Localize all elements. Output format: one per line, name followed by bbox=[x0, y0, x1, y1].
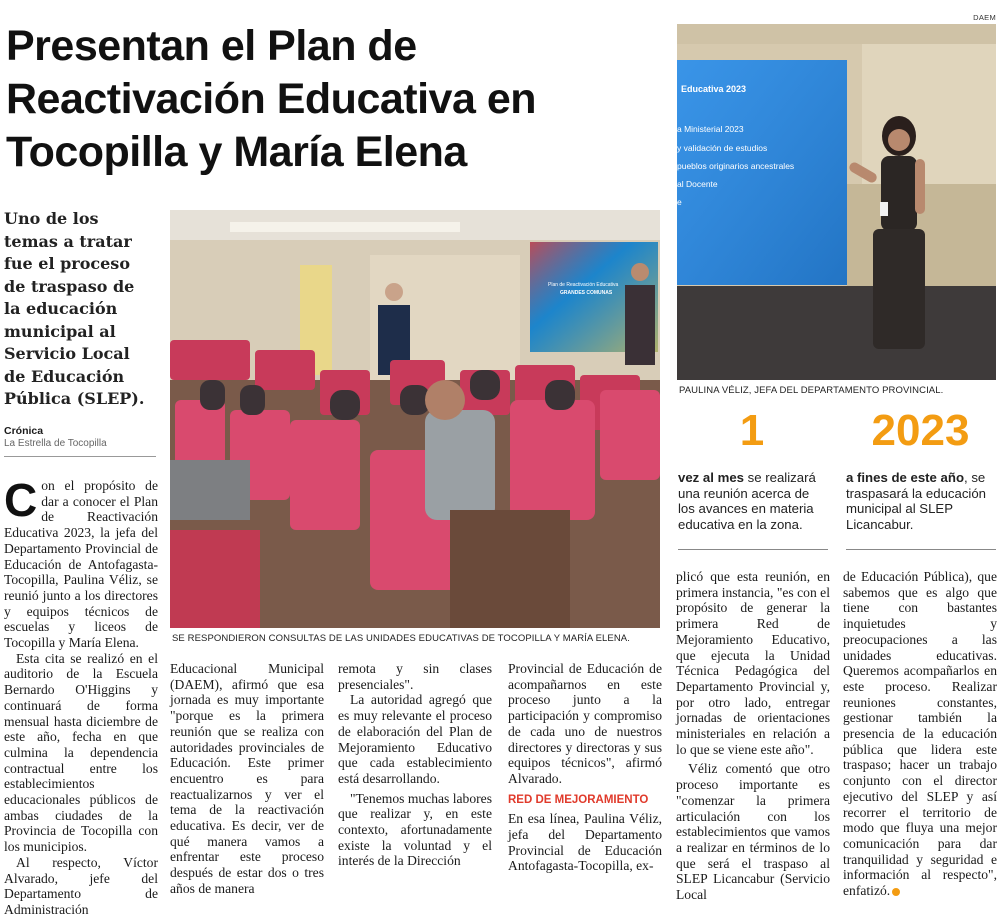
headline-line-1: Presentan el Plan de bbox=[6, 22, 417, 70]
stat-text-2-bold: a fines de este año bbox=[846, 470, 964, 485]
article-column-2 bbox=[170, 661, 324, 897]
drop-cap: C bbox=[4, 474, 38, 526]
stat-divider-2 bbox=[846, 549, 996, 550]
right-slide-item-5: e bbox=[677, 197, 682, 207]
col4-paragraph-1: Provincial de Educación de acompañarnos en este proceso junto a la participación y compromiso de cada uno de nuestros directores y directoras y sus equipos técnicos", afirmó Alvarado. bbox=[508, 661, 662, 786]
byline-divider bbox=[4, 456, 156, 457]
deck-summary: Uno de los temas a tratar fue el proceso de traspaso de la educación municipal al Servicio Local de Educación Pública (SLEP). bbox=[4, 209, 145, 408]
col3-paragraph-3: "Tenemos muchas labores que realizar y, en este contexto, afortunadamente existe la voluntad y el interés de la Dirección bbox=[338, 790, 493, 869]
right-slide-item-3: pueblos originarios ancestrales bbox=[677, 161, 795, 171]
main-photo-auditorium bbox=[170, 210, 660, 628]
stat-number-1: 1 bbox=[739, 406, 765, 455]
slide-title: Plan de Reactivación Educativa bbox=[548, 282, 619, 288]
right-photo-speaker bbox=[677, 24, 996, 380]
caption-right-photo: PAULINA VÉLIZ, JEFA DEL DEPARTAMENTO PROVINCIAL. bbox=[679, 385, 944, 396]
right-slide-item-1: a Ministerial 2023 bbox=[677, 124, 744, 134]
col4-paragraph-2: En esa línea, Paulina Véliz, jefa del Departamento Provincial de Educación Antofagasta-Tocopilla, ex- bbox=[508, 811, 662, 874]
subhead-red-de-mejoramiento: RED DE MEJORAMIENTO bbox=[508, 793, 649, 806]
byline-section: Crónica bbox=[4, 425, 44, 437]
speaker-illustration bbox=[677, 24, 996, 380]
caption-main-photo: SE RESPONDIERON CONSULTAS DE LAS UNIDADES EDUCATIVAS DE TOCOPILLA Y MARÍA ELENA. bbox=[172, 633, 630, 644]
article-column-5 bbox=[676, 569, 830, 903]
stat-number-2: 2023 bbox=[871, 406, 970, 455]
article-column-3 bbox=[338, 661, 492, 869]
headline bbox=[6, 20, 666, 179]
col3-paragraph-2: La autoridad agregó que es muy relevante el proceso de elaboración del Plan de Mejoramiento Educativo que cada establecimiento está desarrollando. bbox=[338, 692, 492, 786]
col1-paragraph-2: Esta cita se realizó en el auditorio de la Escuela Bernardo O'Higgins y continuará de forma mensual hasta diciembre de este año, fecha en que culmina la dependencia contractual entre los establecimientos educacionales públicos de ambas ciudades de la Provincia de Tocopilla con los municipios. bbox=[4, 650, 158, 855]
col3-paragraph-1: remota y sin clases presenciales". bbox=[338, 661, 492, 692]
right-slide-title: Educativa 2023 bbox=[681, 84, 747, 94]
article-column-4 bbox=[508, 661, 662, 874]
col6-paragraph-1: de Educación Pública), que sabemos que es algo que tiene con bastantes inquietudes y preocupaciones a las unidades educativas. Queremos acompañarlos en este proceso. Realizar reuniones constantes, gestionar también la presencia de la educación pública que lidera este traspaso; hacer un trabajo conjunto con el director ejecutivo del SLEP y así recorrer el territorio de modo que fluya una mejor comunicación para dar tranquilidad y seguridad e información al respecto", enfatizó. bbox=[843, 569, 997, 899]
headline-line-3: Tocopilla y María Elena bbox=[6, 128, 467, 176]
col5-paragraph-2: Véliz comentó que otro proceso importante es "comenzar la primera articulación con los establecimientos que vamos a realizar en términos de lo que será el traspaso al SLEP Licancabur (Servicio Local bbox=[676, 761, 830, 903]
auditorium-illustration bbox=[170, 210, 660, 628]
end-mark-icon bbox=[892, 888, 900, 896]
stat-text-2-rest: , se traspasará la educación municipal al SLEP Licancabur. bbox=[846, 470, 987, 532]
stat-text-1 bbox=[678, 470, 828, 532]
slide-subtitle: GRANDES COMUNAS bbox=[560, 290, 613, 296]
stat-text-2 bbox=[846, 470, 996, 532]
col2-paragraph-1: Educacional Municipal (DAEM), afirmó que esa jornada es muy importante "porque es la primera reunión que se realiza con autoridades provinciales de Educación. Este primer encuentro es para reactualizarnos y ver el tema de la reactivación educativa. Es decir, ver de qué manera vamos a enfrentar este proceso después de estar dos o tres años de manera bbox=[170, 661, 324, 896]
right-slide-item-2: y validación de estudios bbox=[677, 143, 768, 153]
col5-paragraph-1: plicó que esta reunión, en primera instancia, "es con el propósito de generar la primera Red de Mejoramiento Educativo, que ejecuta la Unidad Técnica Pedagógica del Departamento Provincial y, por otro lado, entregar jornadas de orientaciones ministeriales en relación a lo que se viene este año". bbox=[676, 569, 830, 757]
article-column-1 bbox=[4, 474, 158, 918]
col1-paragraph-1: on el propósito de dar a conocer el Plan de Reactivación Educativa 2023, la jefa del Departamento Provincial de Educación de Antofagasta-Tocopilla, Paulina Véliz, se reunió junto a los directores y equipos técnicos de escuelas y liceos de Tocopilla y María Elena. bbox=[4, 478, 158, 651]
stat-text-1-rest: se realizará una reunión acerca de los avances en materia educativa en la zona. bbox=[678, 470, 816, 532]
stat-text-1-bold: vez al mes bbox=[678, 470, 744, 485]
right-slide-item-4: al Docente bbox=[677, 179, 718, 189]
photo-credit: DAEM bbox=[973, 13, 996, 22]
article-column-6 bbox=[843, 569, 997, 899]
stat-divider-1 bbox=[678, 549, 828, 550]
headline-line-2: Reactivación Educativa en bbox=[6, 75, 536, 123]
col1-paragraph-3: Al respecto, Víctor Alvarado, jefe del Departamento de Administración bbox=[4, 854, 158, 917]
byline-source: La Estrella de Tocopilla bbox=[4, 438, 107, 449]
